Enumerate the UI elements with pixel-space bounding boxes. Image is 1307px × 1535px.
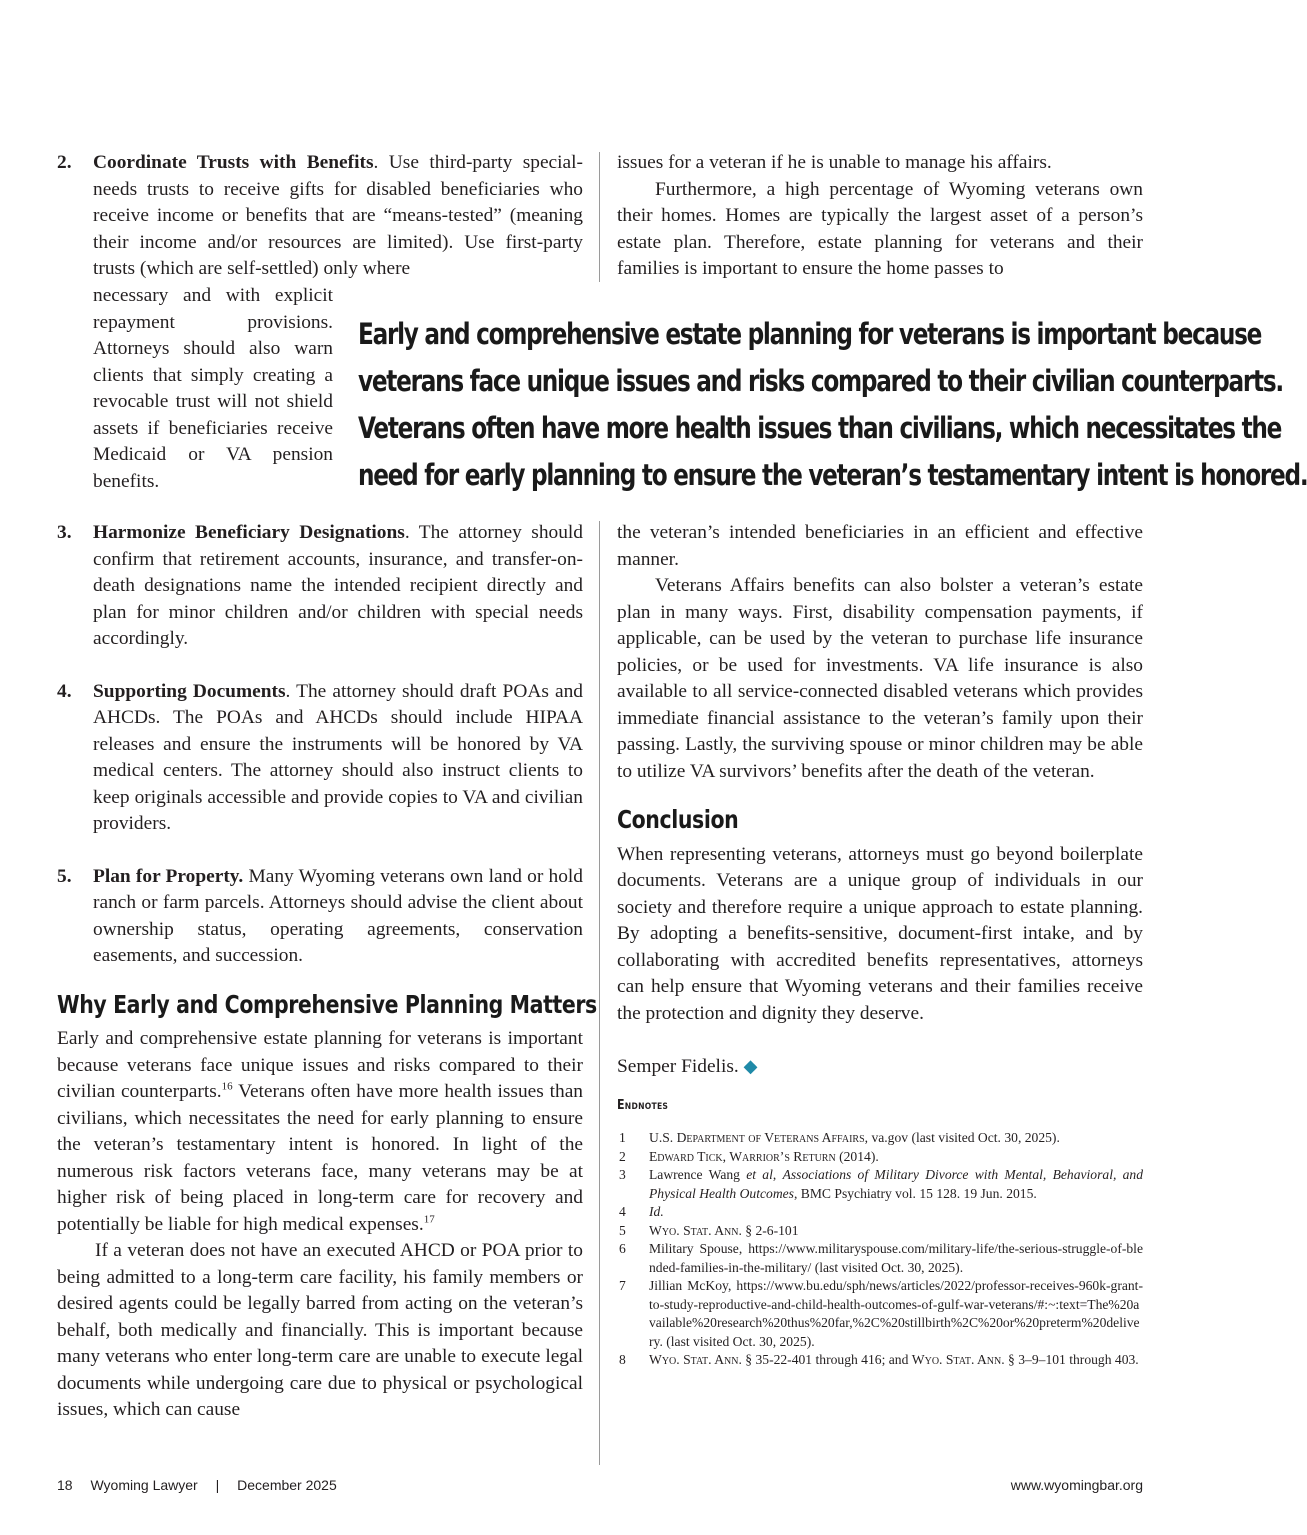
list-item-3 [57,520,583,653]
list-item-title: Coordinate Trusts with Benefits [93,152,374,173]
list-item-text: Many Wyoming veterans own land or hold ranch or farm parcels. Attorneys should advise the client about ownership status, operating agreements, conservation easements, and succession. [93,865,583,966]
pull-quote [358,311,1307,499]
paragraph: If a veteran does not have an executed AHCD or POA prior to being admitted to a long-term care facility, his family members or desired agents could be legally barred from acting on the veteran’s behalf, both medically and financially. This is important because many veterans who enter long-term care are unable to execute legal documents while undergoing care due to physical or psychological issues, which can cause [57,1240,583,1420]
signoff: Semper Fidelis. ◆ [617,1056,758,1077]
list-item-4 [57,679,583,838]
paragraph: Furthermore, a high percentage of Wyoming veterans own their homes. Homes are typically the largest asset of a person’s estate plan. Therefore, estate planning for veterans and their families is important to ensure the home passes to [617,178,1143,279]
list-item-title: Plan for Property. [93,865,244,887]
pull-quote-line: Veterans often have more health issues than civilians, which necessitates the [358,411,1282,445]
list-number: 4. [57,680,72,702]
list-item-text: . The attorney should draft POAs and AHCDs. The POAs and AHCDs should include HIPAA releases and ensure the instruments will be honored by VA medical centers. The attorney should also instruct clients to keep originals accessible and provide copies to VA and civilian providers. [93,680,583,834]
endnote-6: 6 Military Spouse, https://www.militaryspouse.com/military-life/the-serious-struggle-of-blended-families-in-the-military/ (last visited Oct. 30, 2025). [619,1241,1143,1275]
list-number: 5. [57,865,72,887]
list-item-5 [57,864,583,970]
pull-quote-line: need for early planning to ensure the veteran’s testamentary intent is honored. [358,458,1307,492]
paragraph: Early and comprehensive estate planning for veterans is important because veterans face unique issues and risks compared to their civilian counterparts.$^{16}$ Veterans often have more health issues than civilians, which necessitates the need for early planning to ensure the veteran’s testamentary intent is honored. In light of the numerous risk factors veterans face, many veterans may be at higher risk of being placed in long-term care for recovery and potentially be liable for high medical expenses.$^{17}$ [57,1028,584,1235]
paragraph: issues for a veteran if he is unable to manage his affairs. [617,152,1052,173]
endnote-5: 5 Wyo. Stat. Ann. § 2-6-101 [619,1222,799,1238]
list-item-title: Supporting Documents [93,680,286,702]
footnote-ref-16: 16 [221,1080,233,1093]
pull-quote-line: veterans face unique issues and risks compared to their civilian counterparts. [358,364,1283,398]
section-heading: Conclusion [617,805,739,834]
section-heading: Why Early and Comprehensive Planning Matters [57,989,597,1019]
list-item-text: necessary and with explicit repayment provisions. Attorneys should also warn clients that simply creating a revocable trust will not shield assets if beneficiaries receive Medicaid or VA pension benefits. [93,285,333,492]
endnote-1: 1 U.S. Department of Veterans Affairs, va.gov (last visited Oct. 30, 2025). [619,1130,1060,1145]
footer-separator: | [215,1477,220,1493]
list-item-title: Harmonize Beneficiary Designations [93,522,405,543]
footnote-ref-17: 17 [423,1213,435,1226]
endnote-8: 8 Wyo. Stat. Ann. § 35-22-401 through 416; and Wyo. Stat. Ann. § 3–9–101 through 403. [619,1352,1139,1367]
publication-name: Wyoming Lawyer [90,1477,198,1493]
diamond-icon: ◆ [743,1056,758,1076]
page-number: 18 [57,1477,73,1493]
column-rule-bottom [599,521,600,1465]
right-column-top [617,150,1143,283]
paragraph: Veterans Affairs benefits can also bolster a veteran’s estate plan in many ways. First, disability compensation payments, if applicable, can be used by the veteran to purchase life insurance policies, or be used for investments. VA life insurance is also available to all service-connected disabled veterans which provides immediate financial assistance to the veteran’s family upon their passing. Lastly, the surviving spouse or minor children may be able to utilize VA survivors’ benefits after the death of the veteran. [617,575,1143,782]
endnotes-heading: Endnotes [617,1097,669,1113]
website-link[interactable]: www.wyomingbar.org [1010,1477,1143,1493]
column-rule-top [599,152,600,282]
endnote-2: 2 Edward Tick, Warrior’s Return (2014). [619,1148,879,1164]
list-item-text: . Use third-party special-needs trusts to receive gifts for disabled beneficiaries who receive income or benefits that are “means-tested” (meaning their income and/or resources are limited). Use first-party trusts (which are self-settled) only where [93,152,583,279]
paragraph: When representing veterans, attorneys must go beyond boilerplate documents. Veterans are a unique group of individuals in our society and therefore require a unique approach to estate planning. By adopting a benefits-sensitive, document-first intake, and by collaborating with accredited benefits representatives, attorneys can help ensure that Wyoming veterans and their families receive the protection and dignity they deserve. [617,843,1143,1024]
page-footer [57,1477,1143,1493]
endnote-7: 7 Jillian McKoy, https://www.bu.edu/sph/news/articles/2022/professor-receives-960k-grant-to-study-reproductive-and-child-health-outcomes-of-gulf-war-veterans/#:~:text=The%20available%20research%20thus%20far,%2C%20stillbirth%2C%20or%20preterm%20delivery. (last visited Oct. 30, 2025). [619,1278,1143,1349]
right-column-bottom [617,520,1143,1370]
list-number: 2. [57,152,72,173]
list-item-2-continued [93,283,333,495]
list-number: 3. [57,522,72,543]
list-item-2 [57,150,583,283]
endnote-3: 3 Lawrence Wang et al, Associations of Military Divorce with Mental, Behavioral, and Physical Health Outcomes, BMC Psychiatry vol. 15 128. 19 Jun. 2015. [619,1167,1144,1201]
pull-quote-line: Early and comprehensive estate planning for veterans is important because [358,317,1262,351]
list-item-text: . The attorney should confirm that retirement accounts, insurance, and transfer-on-death designations name the intended recipient directly and plan for minor children and/or children with special needs accordingly. [93,522,583,649]
paragraph: the veteran’s intended beneficiaries in an efficient and effective manner. [617,522,1143,570]
issue-date: December 2025 [237,1477,337,1493]
endnote-4: 4 Id. [619,1204,664,1219]
left-column-bottom [57,520,597,1424]
